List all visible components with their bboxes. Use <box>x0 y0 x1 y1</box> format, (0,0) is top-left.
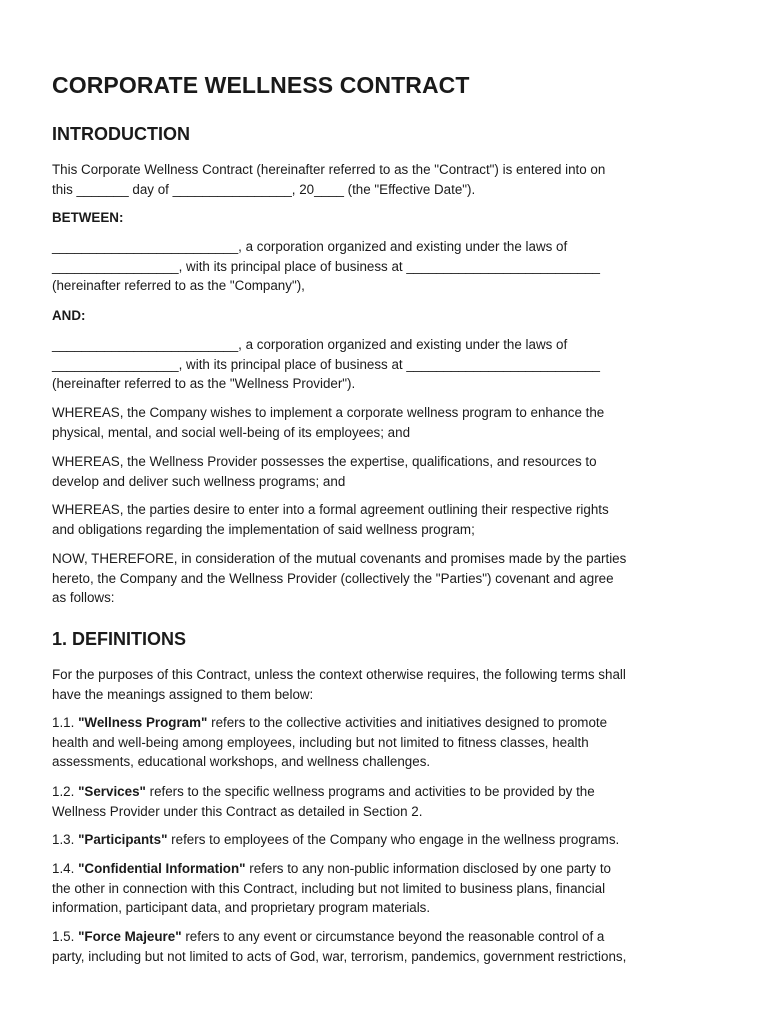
now-therefore-line: hereto, the Company and the Wellness Provider (collectively the "Parties") covenant and agree <box>52 570 614 586</box>
definition-first-line <box>52 859 724 879</box>
company-party-paragraph <box>52 237 724 296</box>
definition-text: refers to the collective activities and initiatives designed to promote <box>211 715 608 730</box>
definition-term: "Participants" <box>78 832 168 847</box>
definition-number: 1.2. <box>52 784 75 799</box>
party-line: _________________, with its principal place of business at __________________________ <box>52 356 600 372</box>
definition-first-line <box>52 927 724 947</box>
opening-line: This Corporate Wellness Contract (hereinafter referred to as the "Contract") is entered into on <box>52 162 606 177</box>
definition-term: "Force Majeure" <box>78 929 182 944</box>
definition-first-line <box>52 830 724 850</box>
definition-item-confidential-information <box>52 859 724 918</box>
definition-term: "Confidential Information" <box>78 861 246 876</box>
definition-text: refers to employees of the Company who engage in the wellness programs. <box>171 832 620 847</box>
definition-item-participants <box>52 830 724 850</box>
whereas-line: physical, mental, and social well-being of its employees; and <box>52 424 411 440</box>
definition-number: 1.3. <box>52 832 75 847</box>
definition-item-force-majeure <box>52 927 724 966</box>
party-line: _________________________, a corporation organized and existing under the laws of <box>52 337 568 352</box>
definition-line: information, participant data, and proprietary program materials. <box>52 900 431 915</box>
definition-number: 1.4. <box>52 861 75 876</box>
definition-first-line <box>52 782 724 802</box>
between-label: BETWEEN: <box>52 210 124 225</box>
whereas-line: and obligations regarding the implementation of said wellness program; <box>52 521 475 537</box>
definition-number: 1.1. <box>52 715 75 730</box>
introduction-heading: INTRODUCTION <box>52 124 190 144</box>
definitions-intro-paragraph <box>52 665 724 704</box>
definition-line: Wellness Provider under this Contract as detailed in Section 2. <box>52 803 423 819</box>
definition-first-line <box>52 713 724 733</box>
definitions-intro-line: have the meanings assigned to them below: <box>52 686 314 702</box>
definition-text: refers to any event or circumstance beyond the reasonable control of a <box>185 929 605 944</box>
party-line: (hereinafter referred to as the "Wellness Provider"). <box>52 376 356 391</box>
definition-line: assessments, educational workshops, and wellness challenges. <box>52 754 431 769</box>
definition-text: refers to any non-public information disclosed by one party to <box>249 861 611 876</box>
definition-term: "Wellness Program" <box>78 715 208 730</box>
definition-line: party, including but not limited to acts of God, war, terrorism, pandemics, government restrictions, <box>52 948 627 964</box>
definition-item-wellness-program <box>52 713 724 772</box>
opening-paragraph <box>52 160 724 199</box>
definition-line: health and well-being among employees, including but not limited to fitness classes, health <box>52 734 589 750</box>
whereas-line: develop and deliver such wellness programs; and <box>52 473 346 489</box>
provider-party-paragraph <box>52 335 724 394</box>
definition-text: refers to the specific wellness programs and activities to be provided by the <box>149 784 595 799</box>
whereas-line: WHEREAS, the parties desire to enter into a formal agreement outlining their respective rights <box>52 502 609 517</box>
definitions-heading: 1. DEFINITIONS <box>52 629 187 649</box>
definitions-intro-line: For the purposes of this Contract, unless the context otherwise requires, the following terms shall <box>52 667 626 682</box>
opening-line: this _______ day of ________________, 20____ (the "Effective Date"). <box>52 181 476 197</box>
now-therefore-line: NOW, THEREFORE, in consideration of the mutual covenants and promises made by the parties <box>52 551 627 566</box>
whereas-paragraph-1 <box>52 403 724 442</box>
whereas-paragraph-3 <box>52 500 724 539</box>
and-label: AND: <box>52 308 86 323</box>
definition-term: "Services" <box>78 784 146 799</box>
definition-line: the other in connection with this Contract, including but not limited to business plans, financial <box>52 880 606 896</box>
now-therefore-line: as follows: <box>52 590 115 605</box>
party-line: _________________, with its principal place of business at __________________________ <box>52 258 600 274</box>
party-line: (hereinafter referred to as the "Company"), <box>52 278 305 293</box>
whereas-paragraph-2 <box>52 452 724 491</box>
definition-item-services <box>52 782 724 821</box>
whereas-line: WHEREAS, the Wellness Provider possesses the expertise, qualifications, and resources to <box>52 454 597 469</box>
definition-number: 1.5. <box>52 929 75 944</box>
document-title: CORPORATE WELLNESS CONTRACT <box>52 72 470 98</box>
party-line: _________________________, a corporation organized and existing under the laws of <box>52 239 568 254</box>
now-therefore-paragraph <box>52 549 724 608</box>
whereas-line: WHEREAS, the Company wishes to implement a corporate wellness program to enhance the <box>52 405 605 420</box>
